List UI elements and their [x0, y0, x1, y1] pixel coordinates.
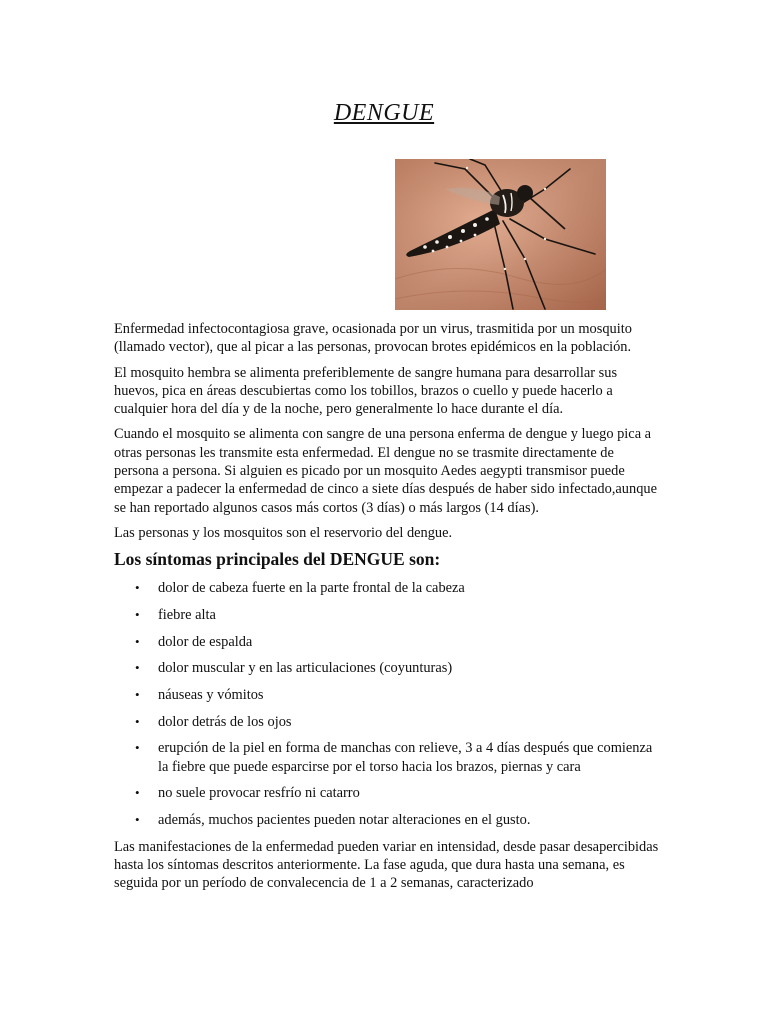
symptom-text: fiebre alta [158, 606, 216, 623]
list-item [114, 659, 659, 677]
symptom-text: erupción de la piel en forma de manchas con relieve, 3 a 4 días después que comienza la fiebre que puede esparcirse por el torso hacia los brazos, piernas y cara [158, 740, 653, 775]
bullet-icon: • [135, 687, 140, 703]
bullet-icon: • [135, 606, 140, 622]
paragraph-manifestations: Las manifestaciones de la enfermedad pueden variar en intensidad, desde pasar desapercibidas hasta los síntomas descritos anteriormente. La fase aguda, que dura hasta una semana, es seguida por un período de convalecencia de 1 a 2 semanas, caracterizado [114, 838, 659, 892]
paragraph-feeding: El mosquito hembra se alimenta preferiblemente de sangre humana para desarrollar sus huevos, pica en áreas descubiertas como los tobillos, brazos o cuello y puede hacerlo a cualquier hora del día y de la noche, pero generalmente lo hace durante el día. [114, 364, 618, 418]
document-body [114, 320, 659, 900]
list-item [114, 579, 659, 597]
symptom-text: no suele provocar resfrío ni catarro [158, 785, 360, 802]
bullet-icon: • [135, 633, 140, 649]
list-item [114, 713, 659, 731]
paragraph-transmission: Cuando el mosquito se alimenta con sangre de una persona enferma de dengue y luego pica a otras personas les transmite esta enfermedad. El dengue no se trasmite directamente de persona a persona. Si alguien es picado por un mosquito Aedes aegypti transmisor puede empezar a padecer la enfermedad de cinco a siete días después de haber sido infectado,aunque se han reportado algunos casos más cortos (3 días) o más largos (14 días). [114, 426, 657, 516]
symptom-text: dolor de cabeza fuerte en la parte frontal de la cabeza [158, 580, 465, 597]
mosquito-photo [395, 159, 606, 310]
bullet-icon: • [135, 713, 140, 729]
paragraph-reservoir: Las personas y los mosquitos son el reservorio del dengue. [114, 524, 453, 541]
document-title: DENGUE [333, 100, 435, 126]
list-item [114, 633, 659, 651]
list-item [114, 606, 659, 624]
symptom-text: náuseas y vómitos [158, 687, 264, 704]
symptoms-heading: Los síntomas principales del DENGUE son: [114, 549, 441, 570]
bullet-icon: • [135, 580, 140, 596]
list-item [114, 784, 659, 802]
bullet-icon: • [135, 785, 140, 801]
paragraph-intro: Enfermedad infectocontagiosa grave, ocasionada por un virus, trasmitida por un mosquito (llamado vector), que al picar a las personas, provocan brotes epidémicos en la población. [114, 321, 632, 356]
bullet-icon: • [135, 812, 140, 828]
symptom-text: además, muchos pacientes pueden notar alteraciones en el gusto. [158, 812, 531, 829]
bullet-icon: • [135, 740, 140, 756]
bullet-icon: • [135, 660, 140, 676]
symptom-text: dolor detrás de los ojos [158, 713, 292, 730]
symptoms-list [114, 579, 659, 829]
list-item [114, 811, 659, 829]
list-item [114, 739, 659, 776]
symptom-text: dolor de espalda [158, 633, 253, 650]
list-item [114, 686, 659, 704]
symptom-text: dolor muscular y en las articulaciones (coyunturas) [158, 660, 453, 677]
